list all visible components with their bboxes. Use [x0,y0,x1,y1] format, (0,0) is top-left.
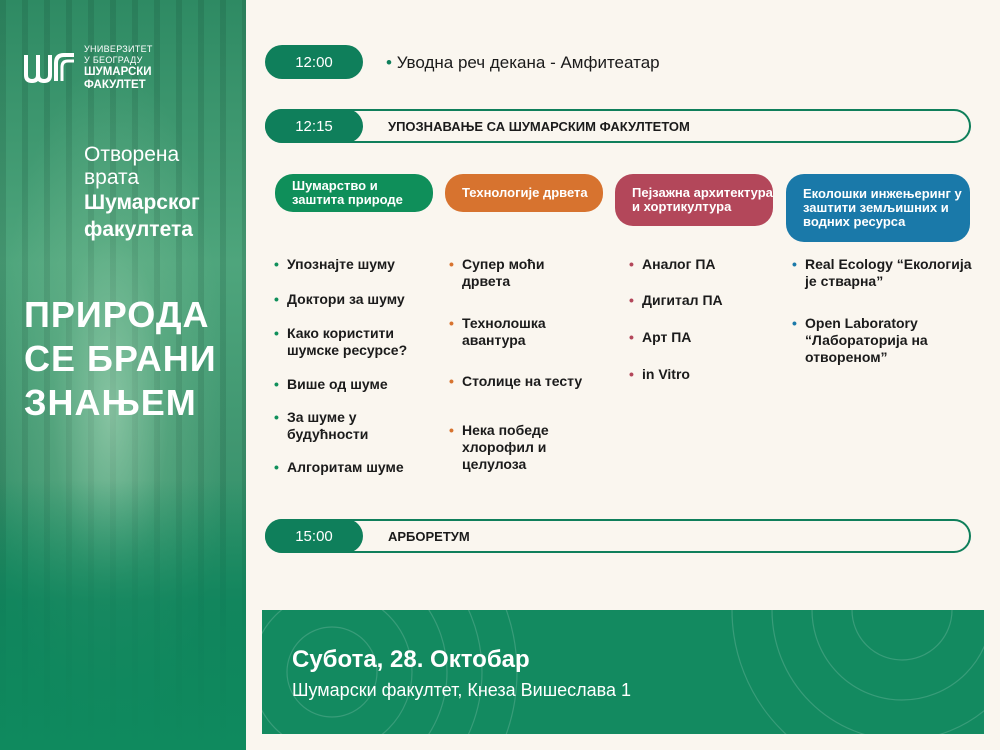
category-wood-technology: Технологије дрвета [445,174,603,212]
slogan-line: СЕ БРАНИ [24,338,217,379]
logo-line-university: УНИВЕРЗИТЕТ [84,44,153,54]
category-forestry: Шумарство и заштита природе [275,174,433,212]
logo-line-faculty-2: ФАКУЛТЕТ [84,79,146,91]
bullet-dot: • [386,53,392,72]
category-ecological-engineering: Еколошки инжењеринг у заштити земљишних и водних ресурса [786,174,970,242]
list-item: • Доктори за шуму [274,291,434,308]
event-date-banner [262,610,984,734]
time-badge-intro: 12:00 [265,45,363,79]
intro-text [386,53,660,73]
left-panel-shade [0,480,246,750]
time-badge-arboretum: 15:00 [265,519,363,553]
list-item: • Алгоритам шуме [274,459,434,476]
event-location: Шумарски факултет, Кнеза Вишеслава 1 [292,680,632,700]
list-item: • Open Laboratory “Лабораторија на отвореном” [792,315,932,366]
faculty-logo-mark-icon [24,51,76,85]
faculty-logo [24,44,153,92]
list-item: • Нека победе хлорофил и целулоза [449,422,579,473]
list-item: • Упознајте шуму [274,256,434,273]
schedule-row-introduction-label: УПОЗНАВАЊЕ СА ШУМАРСКИМ ФАКУЛТЕТОМ [388,119,690,134]
list-item: • in Vitro [629,366,779,383]
list-item: • За шуме у будућности [274,409,404,443]
list-item: • Арт ПА [629,329,779,346]
intro-label: Уводна реч декана - Амфитеатар [396,53,660,72]
slogan [24,293,217,425]
event-title-line-3: Шумарског [84,191,200,214]
list-item: • Real Ecology “Екологија је стварна” [792,256,982,290]
event-title-line-4: факултета [84,218,193,241]
list-item: • Више од шуме [274,376,434,393]
left-panel [0,0,246,750]
list-item: • Како користити шумске ресурсе? [274,325,434,359]
list-item: • Столице на тесту [449,373,609,390]
list-item: • Дигитал ПА [629,292,779,309]
list-item: • Аналог ПА [629,256,779,273]
category-landscape-architecture: Пејзажна архитектура и хортикултура [615,174,773,226]
time-badge-introduction: 12:15 [265,109,363,143]
event-title-line-1: Отворена [84,143,180,166]
event-date: Субота, 28. Октобар [292,646,530,673]
logo-line-faculty-1: ШУМАРСКИ [84,66,152,78]
schedule-row-arboretum [265,519,971,553]
list-item: • Супер моћи дрвета [449,256,579,290]
slogan-line: ЗНАЊЕМ [24,382,197,423]
event-title-line-2: врата [84,166,140,189]
slogan-line: ПРИРОДА [24,294,210,335]
logo-line-belgrade: У БЕОГРАДУ [84,55,143,65]
event-title [84,143,200,243]
schedule-row-arboretum-label: АРБОРЕТУМ [388,529,470,544]
list-item: • Технолошка авантура [449,315,579,349]
logo-text [84,44,153,92]
